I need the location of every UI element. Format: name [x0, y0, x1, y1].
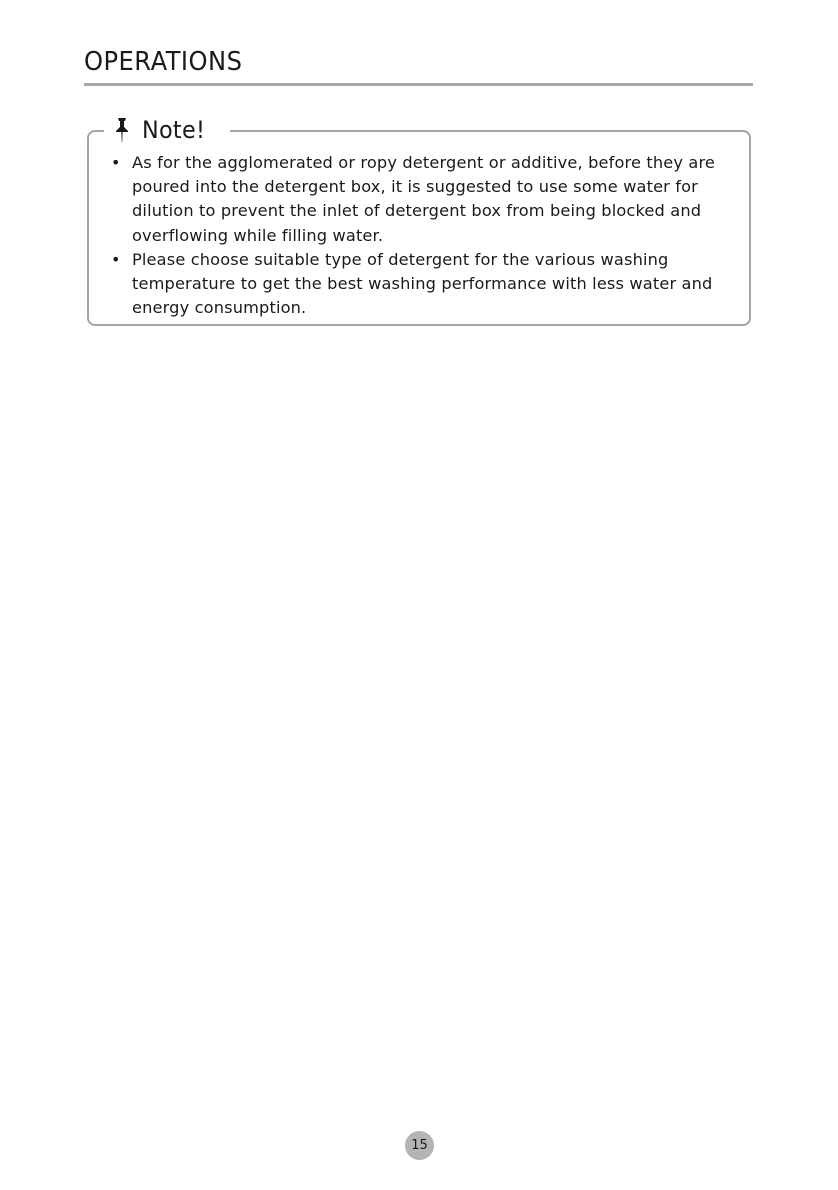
note-list: [108, 151, 718, 320]
note-item: [108, 151, 718, 248]
note-item: [108, 248, 718, 321]
bullet-icon: •: [111, 249, 121, 269]
note-item-text: Please choose suitable type of detergent for the various washing temperature to get the best washing performance with less water and energy consumption.: [132, 249, 713, 318]
page-title: OPERATIONS: [84, 47, 243, 77]
bullet-icon: •: [111, 153, 121, 172]
note-item-text: As for the agglomerated or ropy detergent or additive, before they are poured into the detergent box, it is suggested to use some water for dilution to prevent the inlet of detergent box from being blocked and overflowing while filling water.: [132, 153, 716, 245]
pushpin-icon: [110, 116, 134, 144]
page-number-badge: 15: [405, 1131, 434, 1160]
note-title: Note!: [142, 116, 206, 144]
note-header: [104, 112, 230, 148]
title-divider: [84, 83, 753, 86]
